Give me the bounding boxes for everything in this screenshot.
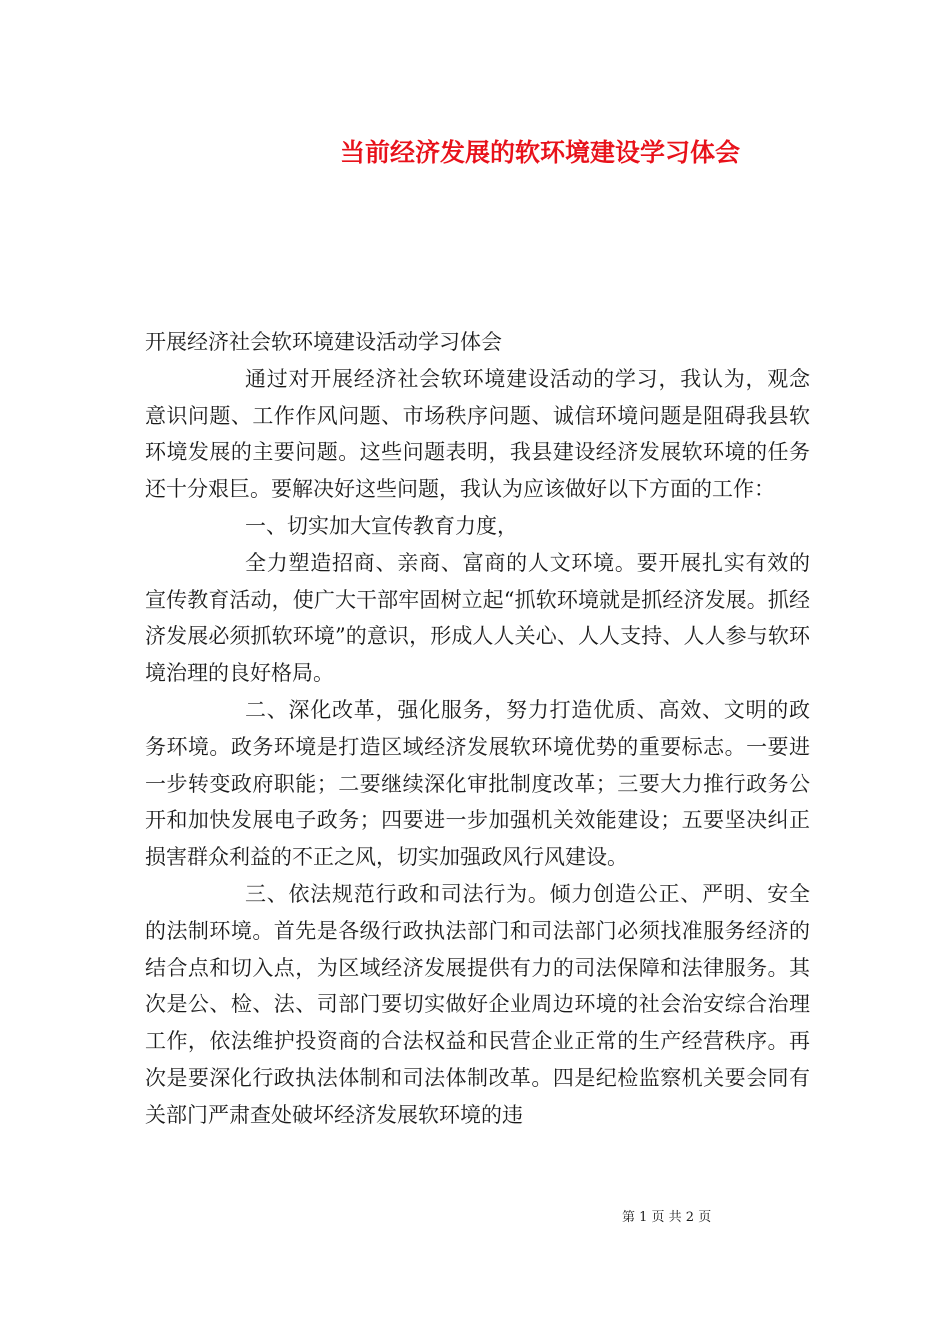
paragraph-section-one: 全力塑造招商、亲商、富商的人文环境。要开展扎实有效的宣传教育活动，使广大干部牢固树立起“抓软环境就是抓经济发展。抓经济发展必须抓软环境”的意识，形成人人关心、人人支持、人人参与软环境治理的良好格局。 [145, 550, 810, 686]
document-body [145, 324, 810, 1134]
paragraph-intro: 通过对开展经济社会软环境建设活动的学习，我认为，观念意识问题、工作作风问题、市场秩序问题、诚信环境问题是阻碍我县软环境发展的主要问题。这些问题表明，我县建设经济发展软环境的任务还十分艰巨。要解决好这些问题，我认为应该做好以下方面的工作： [145, 366, 810, 502]
page-number: 第 1 页 共 2 页 [622, 1210, 712, 1225]
section-heading-one: 一、切实加大宣传教育力度， [245, 513, 518, 538]
document-subtitle: 开展经济社会软环境建设活动学习体会 [145, 330, 502, 354]
paragraph-section-three: 三、依法规范行政和司法行为。倾力创造公正、严明、安全的法制环境。首先是各级行政执法部门和司法部门必须找准服务经济的结合点和切入点，为区域经济发展提供有力的司法保障和法律服务。其次是公、检、法、司部门要切实做好企业周边环境的社会治安综合治理工作，依法维护投资商的合法权益和民营企业正常的生产经营秩序。再次是要深化行政执法体制和司法体制改革。四是纪检监察机关要会同有关部门严肃查处破坏经济发展软环境的违 [145, 881, 810, 1127]
document-title: 当前经济发展的软环境建设学习体会 [339, 138, 740, 167]
paragraph-section-two: 二、深化改革，强化服务，努力打造优质、高效、文明的政务环境。政务环境是打造区域经济发展软环境优势的重要标志。一要进一步转变政府职能；二要继续深化审批制度改革；三要大力推行政务公开和加快发展电子政务；四要进一步加强机关效能建设；五要坚决纠正损害群众利益的不正之风，切实加强政风行风建设。 [145, 697, 810, 870]
